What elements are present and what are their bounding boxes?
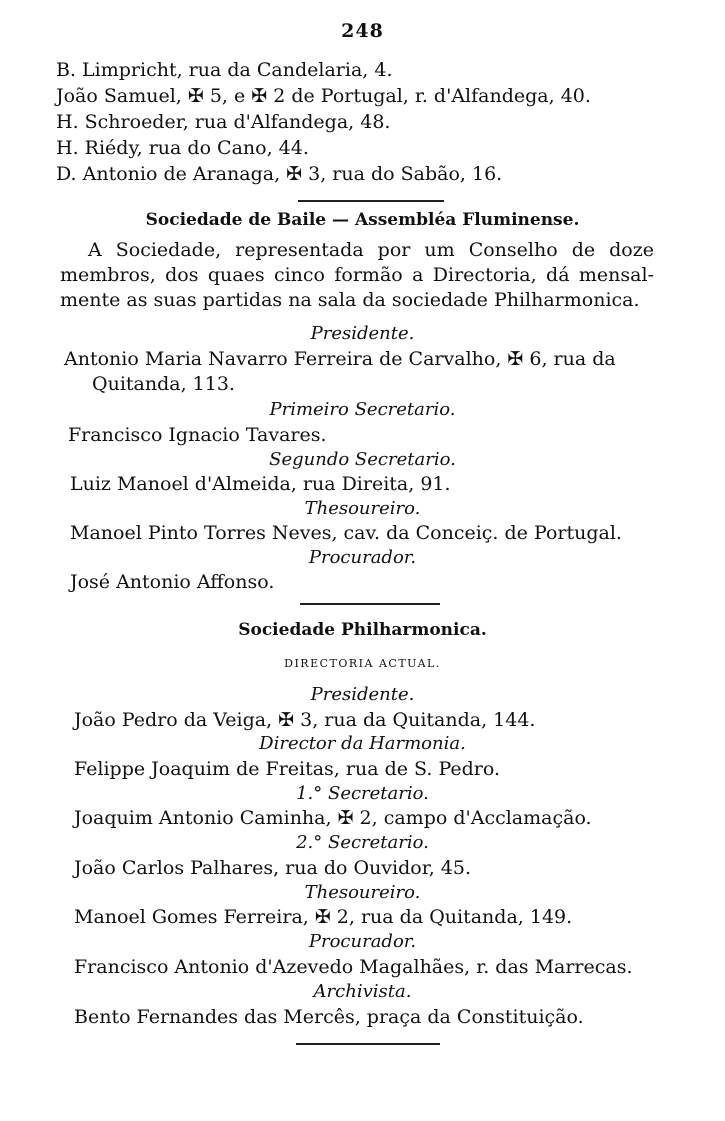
role-heading: 1.° Secretario. [296,783,429,804]
entry-line: Manoel Gomes Ferreira, ✠ 2, rua da Quitanda, 149. [74,906,573,928]
entry-line: Bento Fernandes das Mercês, praça da Constituição. [74,1006,584,1028]
role-heading: Procurador. [308,547,417,568]
role-heading: Presidente. [310,323,415,344]
section-subtitle: DIRECTORIA ACTUAL. [284,657,441,670]
list-item: H. Riédy, rua do Cano, 44. [56,137,309,159]
role-heading: Segundo Secretario. [269,449,456,470]
entry-line: Luiz Manoel d'Almeida, rua Direita, 91. [70,473,451,495]
paragraph-line: mente as suas partidas na sala da sociedade Philharmonica. [60,289,640,311]
list-item: B. Limpricht, rua da Candelaria, 4. [56,59,393,81]
entry-line: José Antonio Affonso. [70,571,275,593]
entry-line: Quitanda, 113. [92,373,235,395]
entry-line: Francisco Antonio d'Azevedo Magalhães, r. das Marrecas. [74,956,633,978]
entry-line: Joaquim Antonio Caminha, ✠ 2, campo d'Acclamação. [74,807,592,829]
section-divider [296,1043,440,1045]
role-heading: Procurador. [308,931,417,952]
list-item: H. Schroeder, rua d'Alfandega, 48. [56,111,391,133]
section-divider [300,603,440,605]
section-divider [298,200,444,202]
entry-line: Antonio Maria Navarro Ferreira de Carvalho, ✠ 6, rua da [64,348,616,370]
role-heading: Presidente. [310,684,415,705]
list-item: D. Antonio de Aranaga, ✠ 3, rua do Sabão, 16. [56,163,503,185]
role-heading: Archivista. [313,981,412,1002]
entry-line: Francisco Ignacio Tavares. [68,424,327,446]
entry-line: Felippe Joaquim de Freitas, rua de S. Pedro. [74,758,501,780]
role-heading: Thesoureiro. [304,498,421,519]
paragraph-line: A Sociedade, representada por um Conselho de doze [88,239,654,261]
role-heading: Primeiro Secretario. [269,399,456,420]
entry-line: João Pedro da Veiga, ✠ 3, rua da Quitanda, 144. [74,709,536,731]
page-number: 248 [341,20,384,42]
list-item: João Samuel, ✠ 5, e ✠ 2 de Portugal, r. d'Alfandega, 40. [56,85,591,107]
role-heading: Director da Harmonia. [259,733,466,754]
section-title: Sociedade Philharmonica. [238,620,487,640]
paragraph-line: membros, dos quaes cinco formão a Directoria, dá mensal- [60,264,654,286]
entry-line: João Carlos Palhares, rua do Ouvidor, 45. [74,857,472,879]
role-heading: 2.° Secretario. [296,832,429,853]
role-heading: Thesoureiro. [304,882,421,903]
entry-line: Manoel Pinto Torres Neves, cav. da Conceiç. de Portugal. [70,522,622,544]
section-title: Sociedade de Baile — Assembléa Fluminense. [145,210,580,230]
